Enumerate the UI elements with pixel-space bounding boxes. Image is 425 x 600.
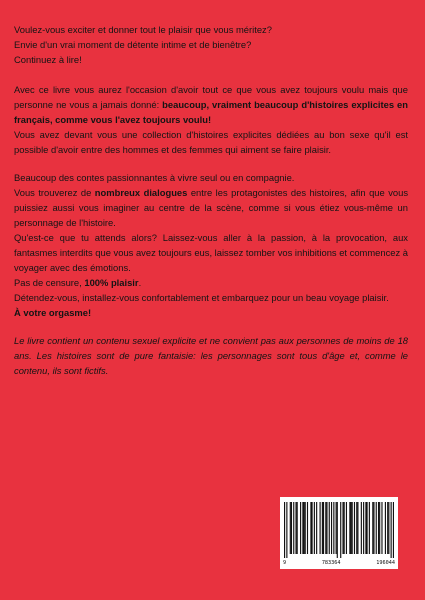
paragraph-censorship-rest: . [138, 277, 142, 288]
paragraph-passion: Qu'est-ce que tu attends alors? Laissez-vous aller à la passion, à la provocation, aux fantasmes interdits que vous avez toujours eus, laissez tomber vos inhibitions et commencez à voyager avec des émotions. [14, 232, 408, 273]
back-cover-text [14, 22, 408, 378]
barcode-bar [369, 502, 370, 554]
barcode-bar [291, 502, 292, 554]
barcode-bar [379, 502, 380, 554]
barcode-digit-group-1: 783364 [321, 560, 341, 566]
barcode-bar [388, 502, 389, 554]
barcode-bar [350, 502, 351, 554]
closing-line [14, 305, 408, 320]
closing-line-bold: À votre orgasme! [14, 307, 92, 318]
intro-line-1: Voulez-vous exciter et donner tout le plaisir que vous méritez? [14, 24, 272, 35]
barcode-bar [320, 502, 321, 554]
barcode-bar [387, 502, 388, 554]
barcode-bar [346, 502, 347, 554]
paragraph-collection: Vous avez devant vous une collection d'histoires explicites dédiées au bon sexe qu'il est possible d'avoir entre des hommes et des femmes qui aiment se faire plaisir. [14, 129, 408, 155]
barcode-bar [302, 502, 303, 554]
barcode-bar [307, 502, 308, 554]
barcode-bar [303, 502, 304, 554]
barcode-bar [342, 502, 343, 554]
barcode-digits [283, 560, 395, 566]
barcode-bar [310, 502, 311, 554]
barcode-bar [337, 502, 338, 558]
paragraph-book-offer [14, 82, 408, 127]
paragraph-censorship-bold: 100% plaisir [84, 277, 139, 288]
barcode-bar [333, 502, 334, 554]
paragraph-book-offer-lead: Avec ce livre vous aurez l'occasion d'avoir tout ce que vous avez toujours voulu mais que personne ne vous a jamais donné: [14, 84, 408, 110]
barcode-bar [290, 502, 291, 554]
intro-line-3: Continuez à lire! [14, 54, 82, 65]
barcode-bar [326, 502, 327, 554]
isbn-barcode [280, 497, 398, 569]
disclaimer-text: Le livre contient un contenu sexuel explicite et ne convient pas aux personnes de moins de 18 ans. Les histoires sont de pure fantaisie: les personnages sont tous d'âge et, comme le contenu, ils sont fictifs. [14, 335, 408, 376]
barcode-bar [295, 502, 296, 554]
barcode-bar [329, 502, 330, 554]
barcode-bar [372, 502, 373, 554]
barcode-bar [393, 502, 394, 558]
paragraph-tales: Beaucoup des contes passionnantes à vivre seul ou en compagnie. [14, 172, 295, 183]
intro-line-2: Envie d'un vrai moment de détente intime et de bienêtre? [14, 39, 252, 50]
barcode-bars [284, 502, 394, 558]
barcode-bar [361, 502, 362, 554]
barcode-bar [391, 502, 392, 558]
barcode-bar [316, 502, 317, 554]
barcode-bar [340, 502, 341, 558]
barcode-digit-group-2: 196044 [376, 560, 395, 566]
barcode-bar [385, 502, 386, 554]
barcode-bar [336, 502, 337, 554]
barcode-bar [314, 502, 315, 554]
paragraph-dialogues [14, 185, 408, 230]
paragraph-dialogues-bold: nombreux dialogues [94, 187, 188, 198]
barcode-bar [323, 502, 324, 554]
paragraph-censorship-lead: Pas de censure, [14, 277, 85, 288]
barcode-bar [293, 502, 294, 554]
disclaimer-block [14, 333, 408, 378]
paragraph-relax: Détendez-vous, installez-vous confortablement et embarquez pour un beau voyage plaisir. [14, 292, 389, 303]
paragraph-censorship [14, 275, 408, 290]
barcode-bar [305, 502, 306, 554]
barcode-bar [344, 502, 345, 554]
paragraph-dialogues-lead: Vous trouverez de [14, 187, 95, 198]
barcode-bar [365, 502, 366, 554]
barcode-bar [286, 502, 287, 558]
barcode-bar [356, 502, 357, 554]
barcode-bar [322, 502, 323, 554]
barcode-digit-prefix: 9 [283, 560, 287, 566]
barcode-bar [376, 502, 377, 554]
barcode-bar [363, 502, 364, 554]
barcode-bar [367, 502, 368, 554]
barcode-bar [357, 502, 358, 554]
barcode-bar [354, 502, 355, 554]
barcode-bar [325, 502, 326, 554]
barcode-bar [284, 502, 285, 558]
barcode-bar [312, 502, 313, 554]
barcode-bar [300, 502, 301, 554]
paragraph-book-offer-bold: beaucoup, vraiment beaucoup d'histoires explicites en français, comme vous l'avez toujours voulu! [14, 99, 408, 125]
barcode-bar [381, 502, 382, 554]
barcode-bar [373, 502, 374, 554]
barcode-bar [378, 502, 379, 554]
barcode-bar [297, 502, 298, 554]
paragraph-dialogues-rest: entre les protagonistes des histoires, afin que vous puissiez aussi vous imaginer au centre de la scène, comme si vous étiez vous-même un personnage de l'histoire. [14, 187, 409, 228]
barcode-bar [352, 502, 353, 554]
barcode-bar [331, 502, 332, 554]
barcode-bar [349, 502, 350, 554]
